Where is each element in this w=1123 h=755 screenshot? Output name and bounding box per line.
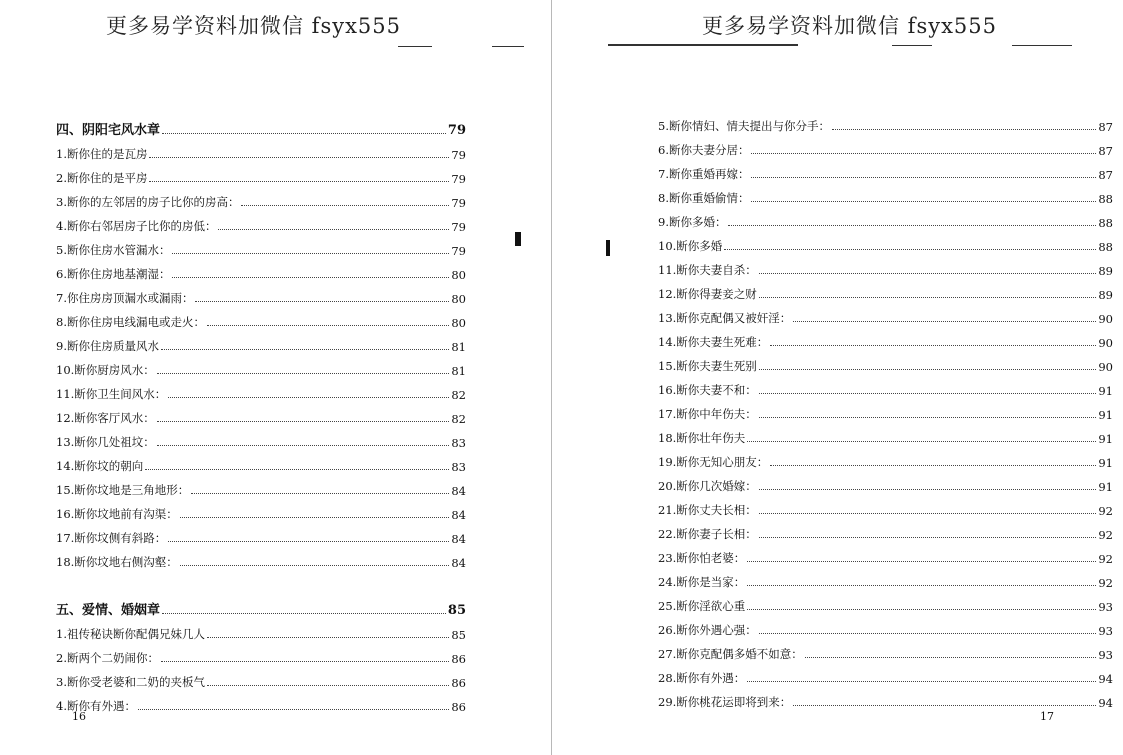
toc-entry-page: 79 <box>451 196 466 210</box>
toc-entry-title: 19.断你无知心朋友： <box>658 455 769 469</box>
scan-mark <box>606 240 610 256</box>
toc-entry <box>658 374 1113 398</box>
toc-entry <box>56 330 466 354</box>
scan-mark <box>515 232 521 246</box>
toc-entry-page: 84 <box>451 508 466 522</box>
dot-leader <box>751 177 1096 178</box>
toc-entry-title: 6.断你夫妻分居： <box>658 143 750 157</box>
dot-leader <box>207 637 449 638</box>
toc-entry <box>658 470 1113 494</box>
dot-leader <box>180 517 450 518</box>
toc-entry-page: 80 <box>451 268 466 282</box>
dot-leader <box>759 489 1097 490</box>
dot-leader <box>751 201 1096 202</box>
dot-leader <box>172 277 449 278</box>
toc-entry <box>658 326 1113 350</box>
toc-entry-page: 89 <box>1098 288 1113 302</box>
dot-leader <box>180 565 450 566</box>
dot-leader <box>157 445 450 446</box>
dot-leader <box>793 705 1096 706</box>
scan-line <box>398 46 432 47</box>
toc-entry <box>56 282 466 306</box>
dot-leader <box>759 273 1097 274</box>
toc-entry <box>56 426 466 450</box>
dot-leader <box>747 441 1096 442</box>
toc-entry-title: 29.断你桃花运即将到来： <box>658 695 792 709</box>
toc-entry-page: 91 <box>1098 384 1113 398</box>
toc-entry-page: 92 <box>1098 552 1113 566</box>
toc-entry-title: 10.断你厨房风水： <box>56 363 155 377</box>
dot-leader <box>728 225 1096 226</box>
toc-entry-title: 12.断你客厅风水： <box>56 411 155 425</box>
dot-leader <box>157 421 450 422</box>
dot-leader <box>207 685 449 686</box>
toc-entry-page: 91 <box>1098 480 1113 494</box>
toc-entry-page: 88 <box>1098 216 1113 230</box>
toc-entry-title: 8.断你住房电线漏电或走火： <box>56 315 205 329</box>
dot-leader <box>805 657 1097 658</box>
toc-entry-page: 85 <box>451 628 466 642</box>
toc-entry-title: 6.断你住房地基潮湿： <box>56 267 171 281</box>
toc-entry <box>658 686 1113 710</box>
left-page <box>0 0 551 755</box>
toc-entry-title: 10.断你多婚 <box>658 239 723 253</box>
toc-entry <box>56 306 466 330</box>
dot-leader <box>759 297 1097 298</box>
toc-entry-page: 86 <box>451 700 466 714</box>
toc-entry-title: 16.断你夫妻不和： <box>658 383 757 397</box>
toc-entry <box>658 206 1113 230</box>
toc-entry-title: 11.断你卫生间风水： <box>56 387 167 401</box>
toc-entry-page: 89 <box>1098 264 1113 278</box>
toc-entry-page: 94 <box>1098 672 1113 686</box>
dot-leader <box>138 709 449 710</box>
toc-entry-page: 88 <box>1098 240 1113 254</box>
dot-leader <box>207 325 449 326</box>
toc-entry-title: 15.断你坟地是三角地形： <box>56 483 190 497</box>
toc-entry-title: 13.断你几处祖坟： <box>56 435 155 449</box>
toc-entry-page: 90 <box>1098 336 1113 350</box>
toc-entry-title: 3.断你的左邻居的房子比你的房高： <box>56 195 240 209</box>
toc-entry-title: 14.断你坟的朝向 <box>56 459 144 473</box>
toc-entry-title: 1.断你住的是瓦房 <box>56 147 148 161</box>
dot-leader <box>161 661 449 662</box>
toc-entry <box>658 422 1113 446</box>
toc-entry-page: 84 <box>451 484 466 498</box>
toc-entry-title: 3.断你受老婆和二奶的夹板气 <box>56 675 205 689</box>
toc-entry <box>658 518 1113 542</box>
toc-entry-page: 92 <box>1098 528 1113 542</box>
dot-leader <box>759 513 1097 514</box>
toc-entry-title: 17.断你中年伤夫： <box>658 407 757 421</box>
toc-entry <box>56 234 466 258</box>
toc-entry-title: 8.断你重婚偷情： <box>658 191 750 205</box>
dot-leader <box>759 417 1097 418</box>
toc-entry-page: 93 <box>1098 600 1113 614</box>
toc-entry-page: 87 <box>1098 120 1113 134</box>
toc-entry-page: 79 <box>451 220 466 234</box>
page-number: 17 <box>1040 710 1054 723</box>
toc-entry-page: 93 <box>1098 648 1113 662</box>
toc-entry <box>658 230 1113 254</box>
toc-entry-title: 11.断你夫妻自杀： <box>658 263 757 277</box>
toc-entry <box>56 498 466 522</box>
toc-entry-page: 79 <box>451 148 466 162</box>
toc-entry-page: 79 <box>447 123 466 138</box>
table-of-contents-right <box>658 110 1113 710</box>
dot-leader <box>191 493 449 494</box>
scan-line <box>1012 45 1072 46</box>
toc-entry <box>56 690 466 714</box>
page-number: 16 <box>72 710 86 723</box>
toc-entry-page: 82 <box>451 412 466 426</box>
toc-entry-title: 2.断你住的是平房 <box>56 171 148 185</box>
toc-entry <box>56 522 466 546</box>
toc-entry-page: 84 <box>451 532 466 546</box>
dot-leader <box>161 349 449 350</box>
toc-entry-page: 79 <box>451 172 466 186</box>
header-watermark: 更多易学资料加微信 fsyx555 <box>702 14 998 38</box>
toc-entry <box>56 354 466 378</box>
dot-leader <box>747 561 1096 562</box>
toc-entry-title: 1.祖传秘诀断你配偶兄妹几人 <box>56 627 205 641</box>
toc-entry-page: 91 <box>1098 408 1113 422</box>
dot-leader <box>195 301 449 302</box>
dot-leader <box>162 613 446 614</box>
dot-leader <box>241 205 449 206</box>
dot-leader <box>793 321 1096 322</box>
toc-entry <box>658 614 1113 638</box>
toc-entry-title: 四、阴阳宅风水章 <box>56 123 161 138</box>
toc-entry <box>658 182 1113 206</box>
toc-entry-page: 79 <box>451 244 466 258</box>
toc-entry-page: 90 <box>1098 312 1113 326</box>
toc-entry <box>56 450 466 474</box>
toc-entry-title: 22.断你妻子长相： <box>658 527 757 541</box>
dot-leader <box>832 129 1096 130</box>
toc-entry-title: 24.断你是当家： <box>658 575 746 589</box>
dot-leader <box>747 681 1096 682</box>
dot-leader <box>168 397 449 398</box>
toc-entry-title: 17.断你坟侧有斜路： <box>56 531 167 545</box>
toc-entry-title: 5.断你住房水管漏水： <box>56 243 171 257</box>
dot-leader <box>157 373 450 374</box>
toc-entry <box>658 110 1113 134</box>
toc-entry-page: 81 <box>451 364 466 378</box>
toc-entry <box>658 398 1113 422</box>
toc-entry-title: 9.断你住房质量风水 <box>56 339 159 353</box>
toc-entry-page: 91 <box>1098 432 1113 446</box>
toc-chapter-heading <box>56 114 466 138</box>
toc-entry <box>658 278 1113 302</box>
dot-leader <box>759 537 1097 538</box>
toc-entry-page: 82 <box>451 388 466 402</box>
toc-entry <box>56 210 466 234</box>
toc-entry <box>56 186 466 210</box>
toc-entry-page: 85 <box>447 603 466 618</box>
toc-entry <box>658 662 1113 686</box>
toc-entry-page: 83 <box>451 460 466 474</box>
toc-entry <box>658 566 1113 590</box>
toc-entry-page: 81 <box>451 340 466 354</box>
toc-entry-page: 80 <box>451 316 466 330</box>
toc-entry-title: 23.断你怕老婆： <box>658 551 746 565</box>
toc-entry-page: 87 <box>1098 144 1113 158</box>
toc-entry <box>56 642 466 666</box>
toc-entry <box>658 638 1113 662</box>
toc-entry-title: 9.断你多婚： <box>658 215 727 229</box>
toc-entry-title: 15.断你夫妻生死别 <box>658 359 757 373</box>
dot-leader <box>145 469 449 470</box>
dot-leader <box>747 609 1096 610</box>
toc-entry-title: 18.断你坟地右侧沟壑： <box>56 555 178 569</box>
toc-entry <box>56 258 466 282</box>
toc-entry-page: 94 <box>1098 696 1113 710</box>
toc-entry-title: 4.断你有外遇： <box>56 699 136 713</box>
toc-entry-title: 27.断你克配偶多婚不如意： <box>658 647 803 661</box>
toc-entry-title: 13.断你克配偶又被奸淫： <box>658 311 792 325</box>
dot-leader <box>172 253 449 254</box>
toc-entry-title: 21.断你丈夫长相： <box>658 503 757 517</box>
toc-entry-title: 五、爱情、婚姻章 <box>56 603 161 618</box>
toc-entry-page: 92 <box>1098 504 1113 518</box>
toc-entry <box>56 402 466 426</box>
toc-entry-title: 5.断你情妇、情夫提出与你分手： <box>658 119 830 133</box>
toc-entry-page: 83 <box>451 436 466 450</box>
toc-entry-title: 18.断你壮年伤夫 <box>658 431 746 445</box>
toc-entry-page: 86 <box>451 676 466 690</box>
toc-entry-page: 86 <box>451 652 466 666</box>
toc-entry-page: 88 <box>1098 192 1113 206</box>
scan-line <box>492 46 524 47</box>
toc-entry <box>56 138 466 162</box>
toc-entry-page: 80 <box>451 292 466 306</box>
toc-entry <box>56 162 466 186</box>
toc-entry <box>658 494 1113 518</box>
toc-entry-title: 7.断你重婚再嫁： <box>658 167 750 181</box>
dot-leader <box>770 465 1096 466</box>
toc-entry <box>56 618 466 642</box>
toc-entry-title: 7.你住房房顶漏水或漏雨： <box>56 291 194 305</box>
dot-leader <box>747 585 1096 586</box>
dot-leader <box>759 633 1097 634</box>
toc-entry-title: 25.断你淫欲心重 <box>658 599 746 613</box>
toc-entry-title: 16.断你坟地前有沟渠： <box>56 507 178 521</box>
dot-leader <box>770 345 1096 346</box>
dot-leader <box>162 133 446 134</box>
toc-entry-title: 20.断你几次婚嫁： <box>658 479 757 493</box>
toc-entry <box>56 666 466 690</box>
section-gap <box>56 570 466 594</box>
scan-line <box>892 45 932 46</box>
toc-entry <box>658 350 1113 374</box>
toc-entry <box>56 378 466 402</box>
toc-entry <box>56 546 466 570</box>
dot-leader <box>149 157 449 158</box>
dot-leader <box>218 229 449 230</box>
toc-entry <box>658 590 1113 614</box>
toc-entry-title: 26.断你外遇心强： <box>658 623 757 637</box>
toc-entry-page: 90 <box>1098 360 1113 374</box>
dot-leader <box>724 249 1096 250</box>
header-watermark: 更多易学资料加微信 fsyx555 <box>106 14 402 38</box>
toc-entry <box>658 446 1113 470</box>
table-of-contents-left <box>56 114 466 714</box>
toc-entry-page: 87 <box>1098 168 1113 182</box>
toc-entry-page: 92 <box>1098 576 1113 590</box>
toc-entry <box>56 474 466 498</box>
dot-leader <box>168 541 449 542</box>
dot-leader <box>759 393 1097 394</box>
toc-entry-page: 91 <box>1098 456 1113 470</box>
toc-entry <box>658 134 1113 158</box>
toc-entry <box>658 542 1113 566</box>
dot-leader <box>149 181 449 182</box>
toc-entry <box>658 254 1113 278</box>
toc-entry-title: 2.断两个二奶闹你： <box>56 651 159 665</box>
dot-leader <box>759 369 1097 370</box>
toc-entry-page: 84 <box>451 556 466 570</box>
right-page <box>552 0 1123 755</box>
toc-entry-title: 14.断你夫妻生死难： <box>658 335 769 349</box>
toc-entry-title: 12.断你得妻妾之财 <box>658 287 757 301</box>
toc-entry-title: 4.断你右邻居房子比你的房低： <box>56 219 217 233</box>
toc-entry <box>658 158 1113 182</box>
toc-entry-page: 93 <box>1098 624 1113 638</box>
toc-entry-title: 28.断你有外遇： <box>658 671 746 685</box>
scan-line <box>608 44 798 46</box>
toc-chapter-heading <box>56 594 466 618</box>
toc-entry <box>658 302 1113 326</box>
dot-leader <box>751 153 1096 154</box>
